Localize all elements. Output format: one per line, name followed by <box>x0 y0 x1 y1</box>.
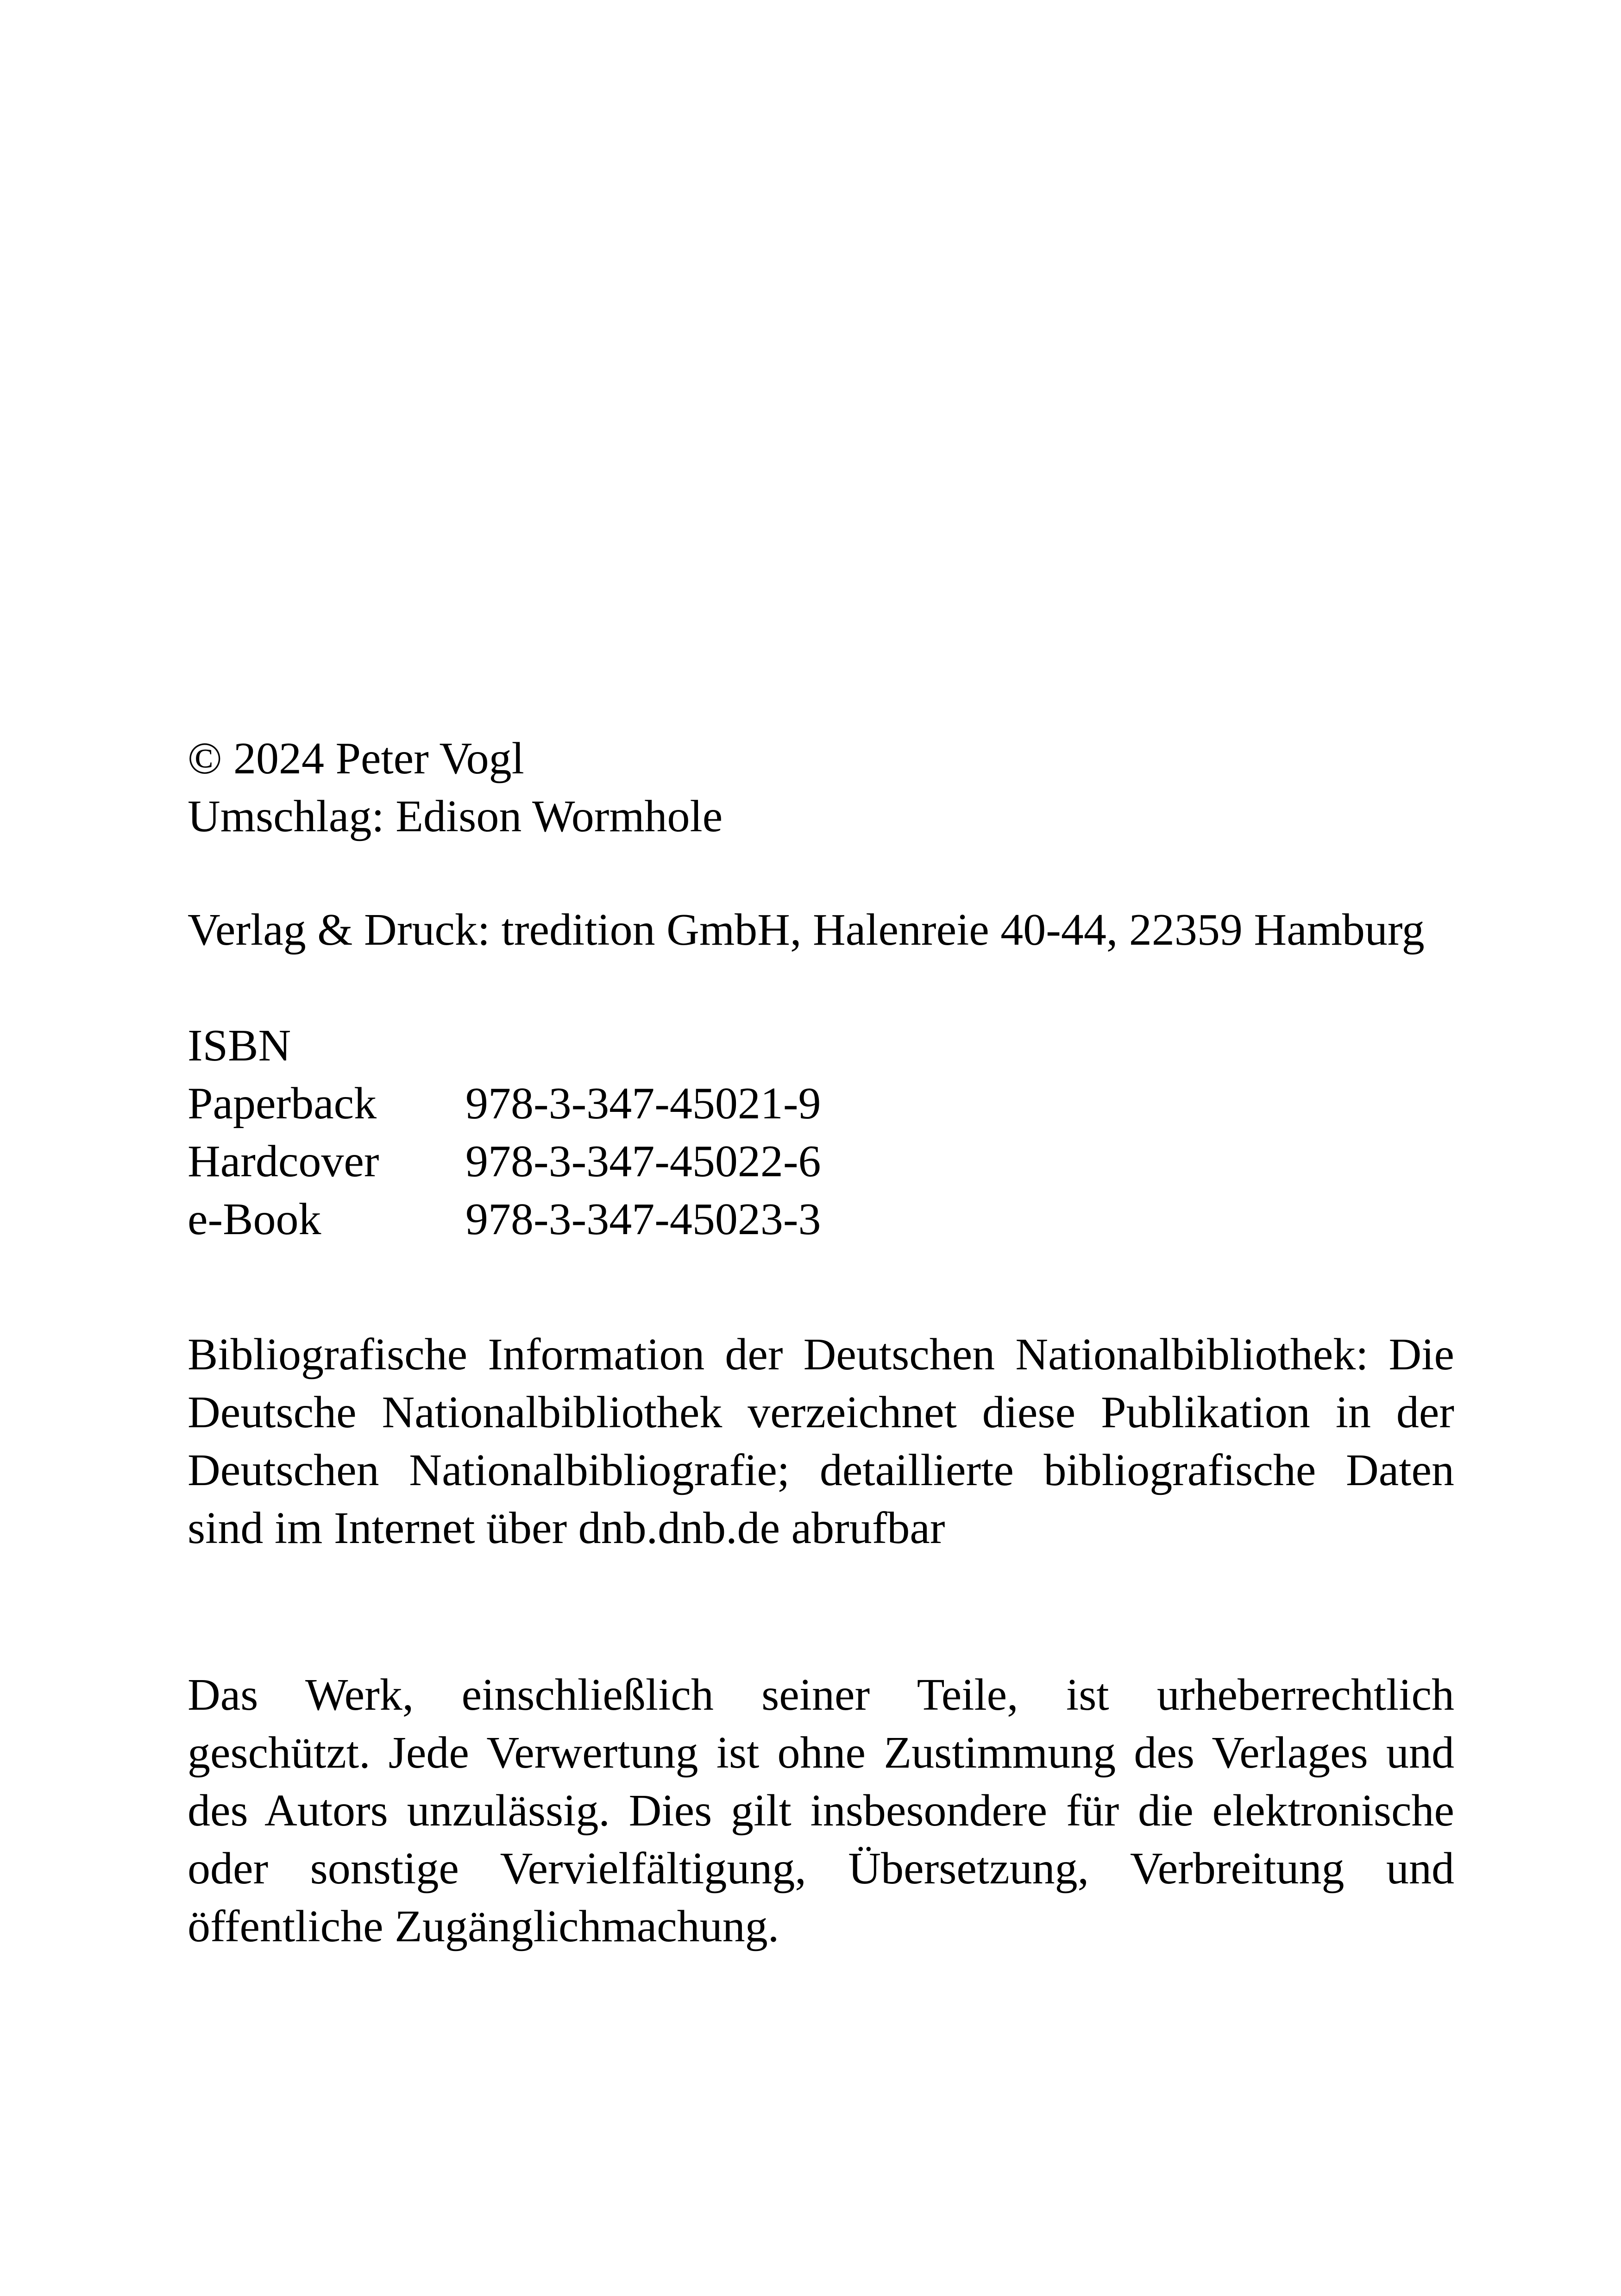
dnb-info-paragraph <box>188 1326 1454 1557</box>
notice-line: Das Werk, einschließlich seiner Teile, ist urheberrechtlich <box>188 1670 1454 1720</box>
isbn-row <box>188 1191 1454 1248</box>
isbn-format: e-Book <box>188 1194 321 1244</box>
isbn-number: 978-3-347-45023-3 <box>465 1194 821 1244</box>
isbn-row <box>188 1133 1454 1191</box>
dnb-line: Deutsche Nationalbibliothek verzeichnet diese Publikation in der <box>188 1387 1454 1437</box>
isbn-block <box>188 1017 1454 1248</box>
isbn-number: 978-3-347-45021-9 <box>465 1079 821 1129</box>
isbn-row <box>188 1075 1454 1133</box>
isbn-heading: ISBN <box>188 1021 291 1071</box>
cover-credit-line: Umschlag: Edison Wormhole <box>188 791 723 841</box>
dnb-line: Bibliografische Information der Deutschen Nationalbibliothek: Die <box>188 1330 1454 1380</box>
isbn-format: Paperback <box>188 1079 377 1129</box>
copyright-line: © 2024 Peter Vogl <box>188 734 524 784</box>
dnb-line: sind im Internet über dnb.dnb.de abrufbar <box>188 1503 945 1553</box>
publisher-line: Verlag & Druck: tredition GmbH, Halenreie 40-44, 22359 Hamburg <box>188 905 1425 955</box>
isbn-format: Hardcover <box>188 1136 379 1186</box>
notice-line: oder sonstige Vervielfältigung, Übersetzung, Verbreitung und <box>188 1844 1454 1894</box>
dnb-line: Deutschen Nationalbibliografie; detaillierte bibliografische Daten <box>188 1445 1454 1495</box>
publisher-block <box>188 901 1454 959</box>
notice-line: geschützt. Jede Verwertung ist ohne Zustimmung des Verlages und <box>188 1728 1454 1778</box>
text-column <box>188 730 1454 1956</box>
copyright-notice-paragraph <box>188 1666 1454 1956</box>
isbn-number: 978-3-347-45022-6 <box>465 1136 821 1186</box>
credits-block <box>188 730 1454 846</box>
notice-line: öffentliche Zugänglichmachung. <box>188 1901 779 1951</box>
notice-line: des Autors unzulässig. Dies gilt insbesondere für die elektronische <box>188 1786 1454 1836</box>
